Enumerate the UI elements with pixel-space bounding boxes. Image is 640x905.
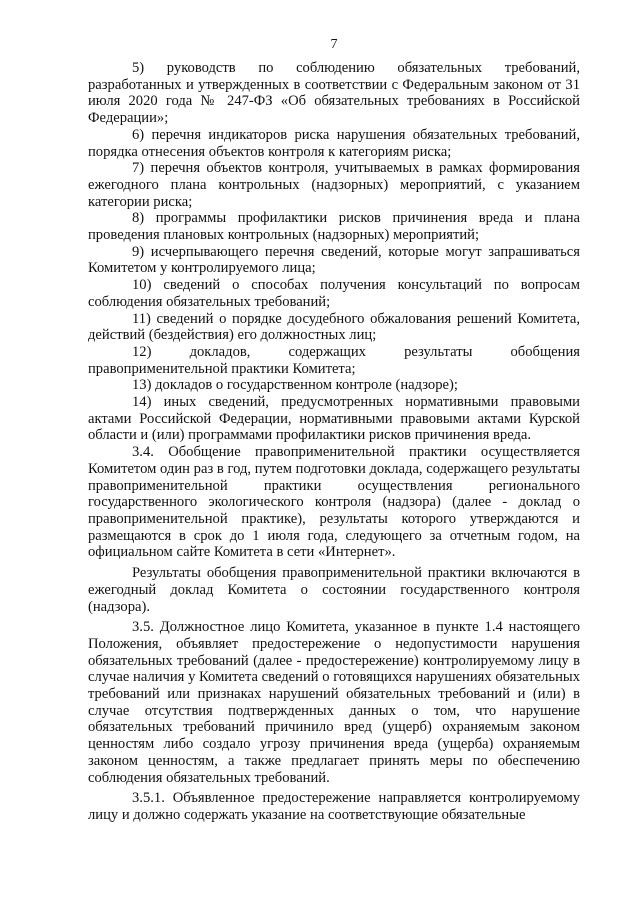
list-item-7: 7) перечня объектов контроля, учитываемых в рамках формирования ежегодного плана контрольных (надзорных) мероприятий, с указанием категории риска; [88,160,580,210]
section-3-4: 3.4. Обобщение правоприменительной практики осуществляется Комитетом один раз в год, путем подготовки доклада, содержащего результаты правоприменительной практики осуществления регионального государственного экологического контроля (надзора) (далее - доклад о правоприменительной практике), результаты которого утверждаются и размещаются в срок до 1 июля года, следующего за отчетным годом, на официальном сайте Комитета в сети «Интернет». [88,444,580,561]
list-item-13: 13) докладов о государственном контроле (надзоре); [132,377,458,394]
list-item-5: 5) руководств по соблюдению обязательных требований, разработанных и утвержденных в соответствии с Федеральным законом от 31 июля 2020 года № 247-ФЗ «Об обязательных требованиях в Российской Федерации»; [88,60,580,127]
list-item-10: 10) сведений о способах получения консультаций по вопросам соблюдения обязательных требований; [88,277,580,310]
page-number: 7 [330,37,338,52]
list-item-9: 9) исчерпывающего перечня сведений, которые могут запрашиваться Комитетом у контролируемого лица; [88,243,580,277]
section-3-5: 3.5. Должностное лицо Комитета, указанное в пункте 1.4 настоящего Положения, объявляет предостережение о недопустимости нарушения обязательных требований (далее - предостережение) контролируемому лицу в случае наличия у Комитета сведений о готовящихся нарушениях обязательных требований или признаках нарушений обязательных требований и (или) в случае отсутствия подтвержденных данных о том, что нарушение обязательных требований причинило вред (ущерб) охраняемым законом ценностям либо создало угрозу причинения вреда (ущерба) охраняемым законом ценностям, а также предлагает принять меры по обеспечению соблюдения обязательных требований. [88,619,580,786]
list-item-14: 14) иных сведений, предусмотренных нормативными правовыми актами Российской Федерации, нормативными правовыми актами Курской области и (или) программами профилактики рисков причинения вреда. [88,394,580,444]
list-item-11: 11) сведений о порядке досудебного обжалования решений Комитета, действий (бездействия) его должностных лиц; [88,310,580,344]
section-3-4-results: Результаты обобщения правоприменительной практики включаются в ежегодный доклад Комитета о состоянии государственного контроля (надзора). [88,565,580,615]
list-item-6: 6) перечня индикаторов риска нарушения обязательных требований, порядка отнесения объектов контроля к категориям риска; [88,126,580,160]
list-item-8: 8) программы профилактики рисков причинения вреда и плана проведения плановых контрольных (надзорных) мероприятий; [88,210,580,244]
list-item-12: 12) докладов, содержащих результаты обобщения правоприменительной практики Комитета; [88,343,580,377]
section-3-5-1: 3.5.1. Объявленное предостережение направляется контролируемому лицу и должно содержать указание на соответствующие обязательные [88,790,580,823]
